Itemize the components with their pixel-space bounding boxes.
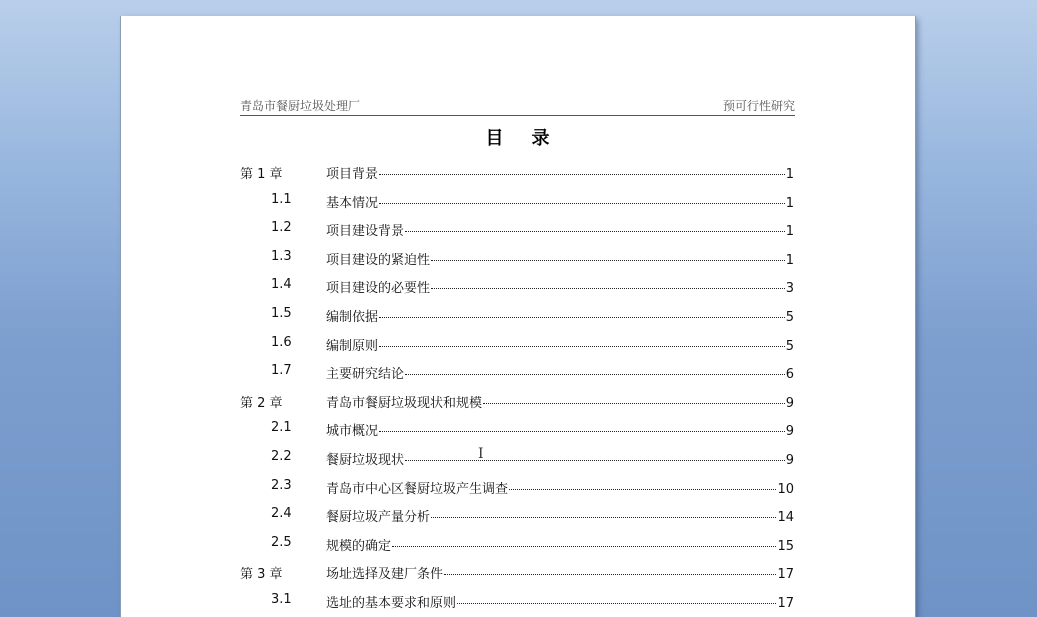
table-of-contents [240,157,795,615]
toc-entry[interactable] [240,557,795,586]
toc-dot-leader [379,203,785,204]
toc-entry-number: 2.3 [271,477,292,493]
toc-entry-title[interactable]: 餐厨垃圾现状 [326,452,405,468]
toc-dot-leader [379,174,785,175]
toc-entry-number: 2.2 [271,448,292,464]
toc-entry[interactable] [240,443,795,472]
toc-entry-line [326,335,794,354]
toc-entry[interactable] [240,157,795,186]
toc-dot-leader [457,603,776,604]
toc-entry-number: 第 3 章 [240,567,283,583]
toc-entry-number: 3.1 [271,591,292,607]
toc-entry-page: 17 [777,595,794,611]
toc-entry-page: 6 [785,367,794,383]
toc-entry-number: 第 2 章 [240,395,283,411]
toc-dot-leader [431,517,776,518]
toc-dot-leader [379,346,785,347]
toc-entry-line [326,506,794,525]
toc-entry-page: 9 [785,424,794,440]
toc-dot-leader [392,546,776,547]
toc-entry[interactable] [240,500,795,529]
toc-dot-leader [379,317,785,318]
toc-entry-title[interactable]: 编制依据 [326,309,379,325]
toc-entry-line [326,277,794,296]
toc-dot-leader [379,431,785,432]
toc-entry-page: 17 [777,567,794,583]
toc-entry-title[interactable]: 青岛市中心区餐厨垃圾产生调查 [326,481,509,497]
toc-entry-page: 1 [785,224,794,240]
toc-entry-page: 15 [777,538,794,554]
toc-entry-title[interactable]: 餐厨垃圾产量分析 [326,510,431,526]
header-right-text: 预可行性研究 [722,99,795,113]
toc-entry-line [326,592,794,611]
toc-entry-line [326,478,794,497]
toc-entry[interactable] [240,214,795,243]
toc-entry-title[interactable]: 规模的确定 [326,538,392,554]
toc-dot-leader [405,374,785,375]
toc-entry-line [326,392,794,411]
toc-entry-title[interactable]: 项目建设的紧迫性 [326,252,431,268]
toc-entry-page: 5 [785,338,794,354]
toc-entry-page: 10 [777,481,794,497]
toc-entry-line [326,306,794,325]
toc-entry-line [326,163,794,182]
toc-entry-line [326,420,794,439]
toc-dot-leader [431,260,785,261]
toc-entry-title[interactable]: 基本情况 [326,195,379,211]
toc-dot-leader [405,231,785,232]
toc-entry-number: 2.5 [271,534,292,550]
toc-entry-title[interactable]: 青岛市餐厨垃圾现状和规模 [326,395,483,411]
toc-entry-number: 1.6 [271,334,292,350]
toc-entry[interactable] [240,586,795,615]
toc-entry-number: 1.1 [271,191,292,207]
toc-entry-number: 第 1 章 [240,167,283,182]
text-cursor-icon: I [478,446,484,462]
toc-entry-title[interactable]: 场址选择及建厂条件 [326,567,444,583]
toc-entry-title[interactable]: 城市概况 [326,424,379,440]
toc-entry[interactable] [240,271,795,300]
toc-entry-page: 14 [777,510,794,526]
toc-heading: 目录 [485,128,578,149]
toc-entry[interactable] [240,300,795,329]
page-header [240,96,795,116]
toc-entry-number: 1.5 [271,305,292,321]
toc-entry[interactable] [240,243,795,272]
toc-entry-line [326,563,794,582]
toc-dot-leader [431,288,785,289]
toc-entry-number: 1.2 [271,220,292,236]
toc-entry[interactable] [240,386,795,415]
toc-entry[interactable] [240,357,795,386]
toc-entry-number: 1.3 [271,248,292,264]
toc-dot-leader [483,403,785,404]
toc-entry-title[interactable]: 项目背景 [326,167,379,182]
header-left-text: 青岛市餐厨垃圾处理厂 [240,99,361,113]
toc-entry-page: 9 [785,452,794,468]
toc-entry-line [326,449,794,468]
toc-entry-line [326,363,794,382]
toc-entry-page: 3 [785,281,794,297]
toc-entry[interactable] [240,414,795,443]
document-page[interactable] [121,16,915,617]
toc-entry-page: 1 [785,252,794,268]
toc-dot-leader [509,489,776,490]
toc-entry-line [326,192,794,211]
toc-entry-line [326,249,794,268]
toc-entry-number: 1.7 [271,363,292,379]
toc-entry-page: 1 [785,195,794,211]
toc-entry[interactable] [240,329,795,358]
toc-dot-leader [405,460,785,461]
toc-entry-number: 1.4 [271,277,292,293]
toc-entry-number: 2.1 [271,420,292,436]
toc-entry-title[interactable]: 项目建设的必要性 [326,281,431,297]
toc-entry-page: 9 [785,395,794,411]
toc-entry-title[interactable]: 主要研究结论 [326,367,405,383]
toc-entry[interactable] [240,529,795,558]
toc-entry[interactable] [240,186,795,215]
toc-entry-line [326,535,794,554]
toc-entry-page: 1 [785,167,794,182]
toc-entry[interactable] [240,472,795,501]
toc-entry-line [326,220,794,239]
toc-entry-title[interactable]: 编制原则 [326,338,379,354]
toc-dot-leader [444,574,776,575]
toc-entry-title[interactable]: 选址的基本要求和原则 [326,595,457,611]
toc-entry-page: 5 [785,309,794,325]
toc-entry-number: 2.4 [271,506,292,522]
toc-entry-title[interactable]: 项目建设背景 [326,224,405,240]
